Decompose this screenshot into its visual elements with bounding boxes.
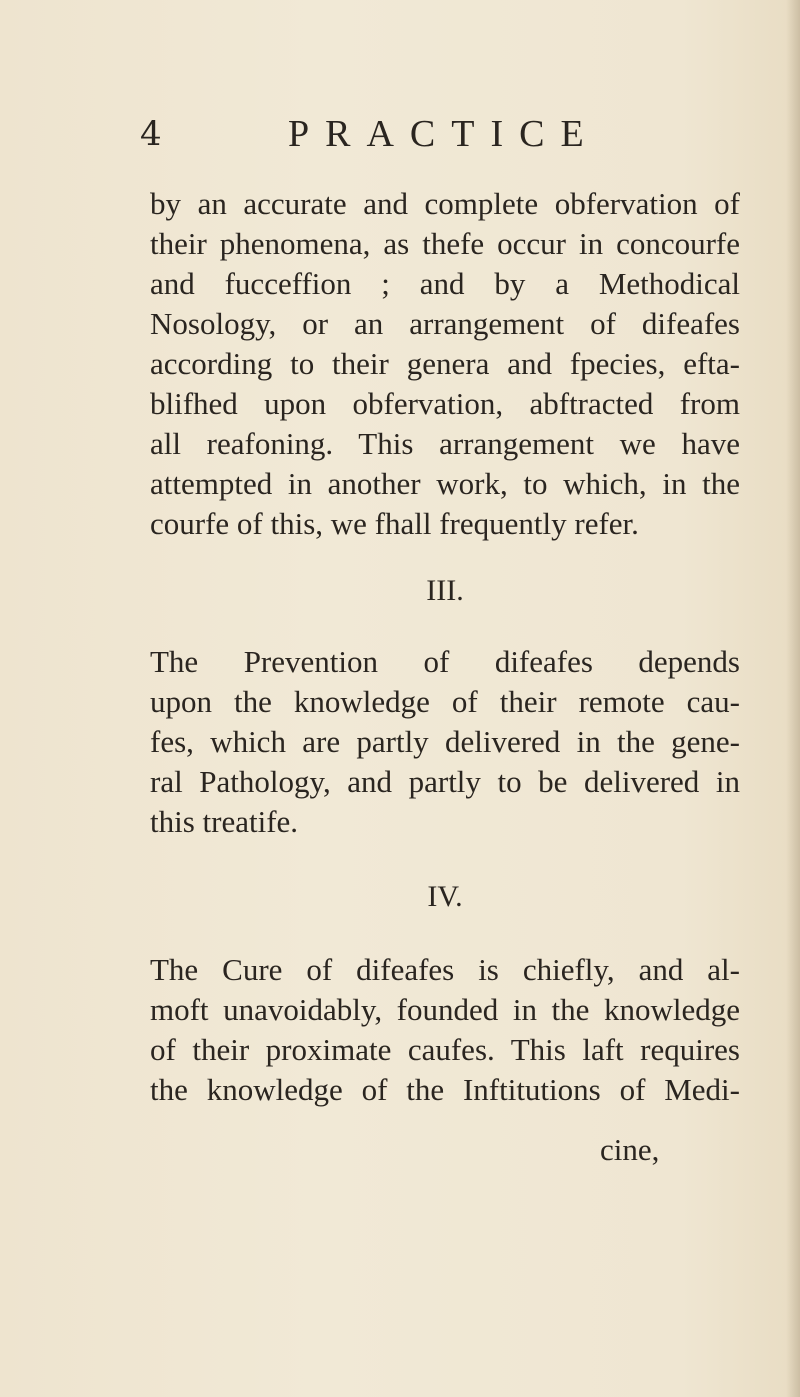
text-line: The Prevention of difeafes depends	[150, 644, 740, 679]
text-line: all reafoning. This arrangement we have	[150, 426, 740, 461]
text-line: of their proximate caufes. This laft requires	[150, 1032, 740, 1067]
text-line: the knowledge of the Inftitutions of Medi-	[150, 1072, 740, 1107]
text-line: ral Pathology, and partly to be delivered in	[150, 764, 740, 799]
text-line: moft unavoidably, founded in the knowledge	[150, 992, 740, 1027]
paragraph-section-4	[150, 950, 740, 1110]
page-edge-shadow	[786, 0, 800, 1397]
text-line: their phenomena, as thefe occur in concourfe	[150, 226, 740, 261]
section-numeral-4: IV.	[427, 880, 463, 913]
text-line: courfe of this, we fhall frequently refer.	[150, 506, 639, 541]
text-line: upon the knowledge of their remote cau-	[150, 684, 740, 719]
paragraph-1	[150, 184, 740, 544]
text-line: Nosology, or an arrangement of difeafes	[150, 306, 740, 341]
text-line: by an accurate and complete obfervation of	[150, 186, 740, 221]
text-line: this treatife.	[150, 804, 299, 839]
page-header	[120, 112, 720, 164]
text-line: fes, which are partly delivered in the gene-	[150, 724, 740, 759]
text-line: blifhed upon obfervation, abftracted from	[150, 386, 740, 421]
text-line: The Cure of difeafes is chiefly, and al-	[150, 952, 740, 987]
text-line: and fucceffion ; and by a Methodical	[150, 266, 740, 301]
catchword: cine,	[600, 1132, 660, 1167]
text-line: attempted in another work, to which, in the	[150, 466, 740, 501]
paragraph-section-3	[150, 642, 740, 842]
page-number: 4	[140, 114, 162, 154]
section-numeral-3: III.	[426, 574, 464, 607]
running-head: PRACTICE	[288, 113, 600, 155]
text-line: according to their genera and fpecies, efta-	[150, 346, 740, 381]
